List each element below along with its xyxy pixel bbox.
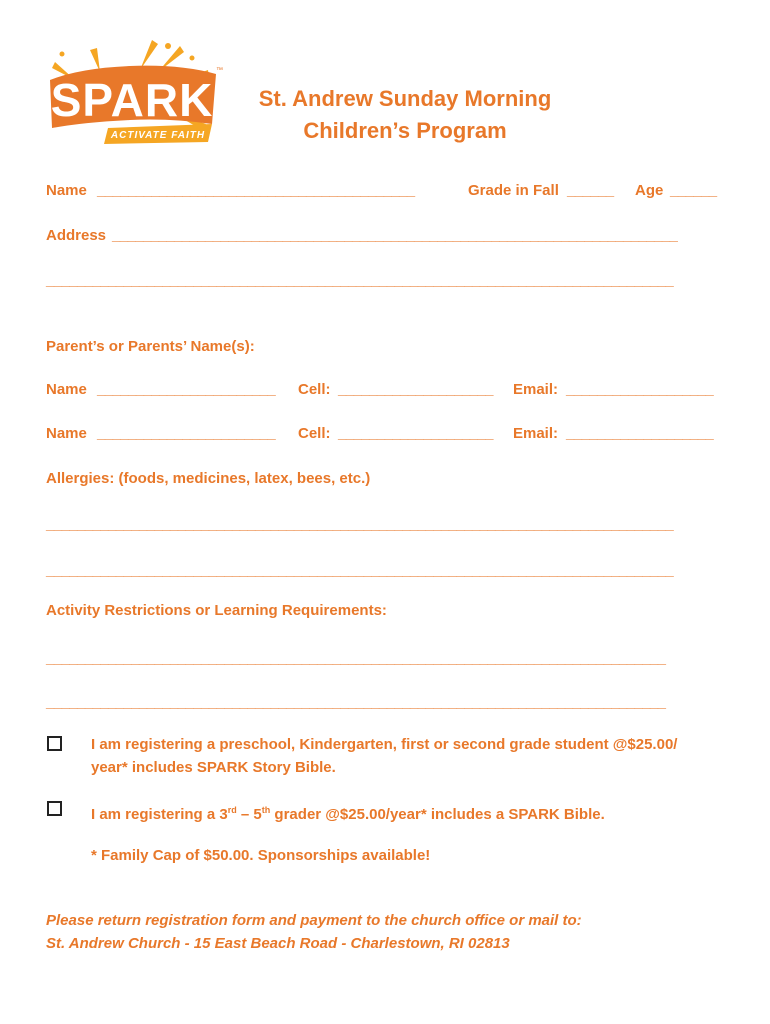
- grade-field[interactable]: ______: [567, 182, 614, 199]
- parent1-cell-label: Cell:: [298, 381, 331, 398]
- age-label: Age: [635, 182, 664, 199]
- logo-tagline: ACTIVATE FAITH: [110, 130, 206, 141]
- parent1-name-label: Name: [46, 381, 87, 398]
- grade-label: Grade in Fall: [468, 182, 559, 199]
- return-line-1: Please return registration form and payment to the church office or mail to:: [46, 912, 582, 929]
- allergies-label: Allergies: (foods, medicines, latex, bees, etc.): [46, 470, 371, 487]
- parent2-name-label: Name: [46, 425, 87, 442]
- name-label: Name: [46, 182, 87, 199]
- spark-logo: [40, 32, 225, 147]
- option-2-post: grader @$25.00/year* includes a SPARK Bible.: [270, 806, 605, 823]
- parent2-cell-label: Cell:: [298, 425, 331, 442]
- return-line-2: St. Andrew Church - 15 East Beach Road - Charlestown, RI 02813: [46, 935, 510, 952]
- parent2-name-field[interactable]: _______________________: [97, 425, 276, 442]
- title-line-2: Children’s Program: [303, 118, 507, 143]
- restrictions-label: Activity Restrictions or Learning Requirements:: [46, 602, 387, 619]
- spark-logo-graphic: [40, 32, 225, 147]
- option-1-checkbox[interactable]: [47, 736, 62, 751]
- allergies-field-line-2[interactable]: _________________________________________________________________________________: [46, 562, 674, 579]
- address-field-line-2[interactable]: _________________________________________________________________________________: [46, 272, 674, 289]
- restrictions-field-line-1[interactable]: ________________________________________________________________________________: [46, 650, 666, 667]
- option-2-mid: – 5: [236, 806, 262, 823]
- allergies-field-line-1[interactable]: _________________________________________________________________________________: [46, 516, 674, 533]
- option-1-text: [91, 733, 731, 779]
- name-field[interactable]: _________________________________________: [97, 182, 415, 199]
- option-1-line-2: year* includes SPARK Story Bible.: [91, 759, 336, 776]
- age-field[interactable]: ______: [670, 182, 717, 199]
- option-2-pre: I am registering a 3: [91, 806, 228, 823]
- address-field[interactable]: _________________________________________________________________________: [112, 227, 678, 244]
- option-2-sup-th: th: [261, 805, 271, 815]
- parent1-email-label: Email:: [513, 381, 559, 398]
- restrictions-field-line-2[interactable]: ________________________________________________________________________________: [46, 694, 666, 711]
- return-instructions: [46, 909, 746, 955]
- family-cap-note: * Family Cap of $50.00. Sponsorships available!: [91, 847, 431, 864]
- parents-heading: Parent’s or Parents’ Name(s):: [46, 338, 255, 355]
- parent2-email-field[interactable]: ___________________: [566, 425, 714, 442]
- form-title: [250, 83, 560, 147]
- parent1-name-field[interactable]: _______________________: [97, 381, 276, 398]
- option-2-text: [91, 799, 731, 826]
- title-line-1: St. Andrew Sunday Morning: [258, 86, 552, 111]
- option-2-checkbox[interactable]: [47, 801, 62, 816]
- logo-tm: ™: [216, 67, 223, 74]
- parent2-email-label: Email:: [513, 425, 559, 442]
- parent2-cell-field[interactable]: ____________________: [338, 425, 493, 442]
- option-1-line-1: I am registering a preschool, Kindergarten, first or second grade student @$25.00/: [91, 736, 678, 753]
- logo-word: SPARK: [50, 74, 214, 126]
- parent1-cell-field[interactable]: ____________________: [338, 381, 493, 398]
- address-label: Address: [46, 227, 107, 244]
- parent1-email-field[interactable]: ___________________: [566, 381, 714, 398]
- option-2-sup-rd: rd: [227, 805, 237, 815]
